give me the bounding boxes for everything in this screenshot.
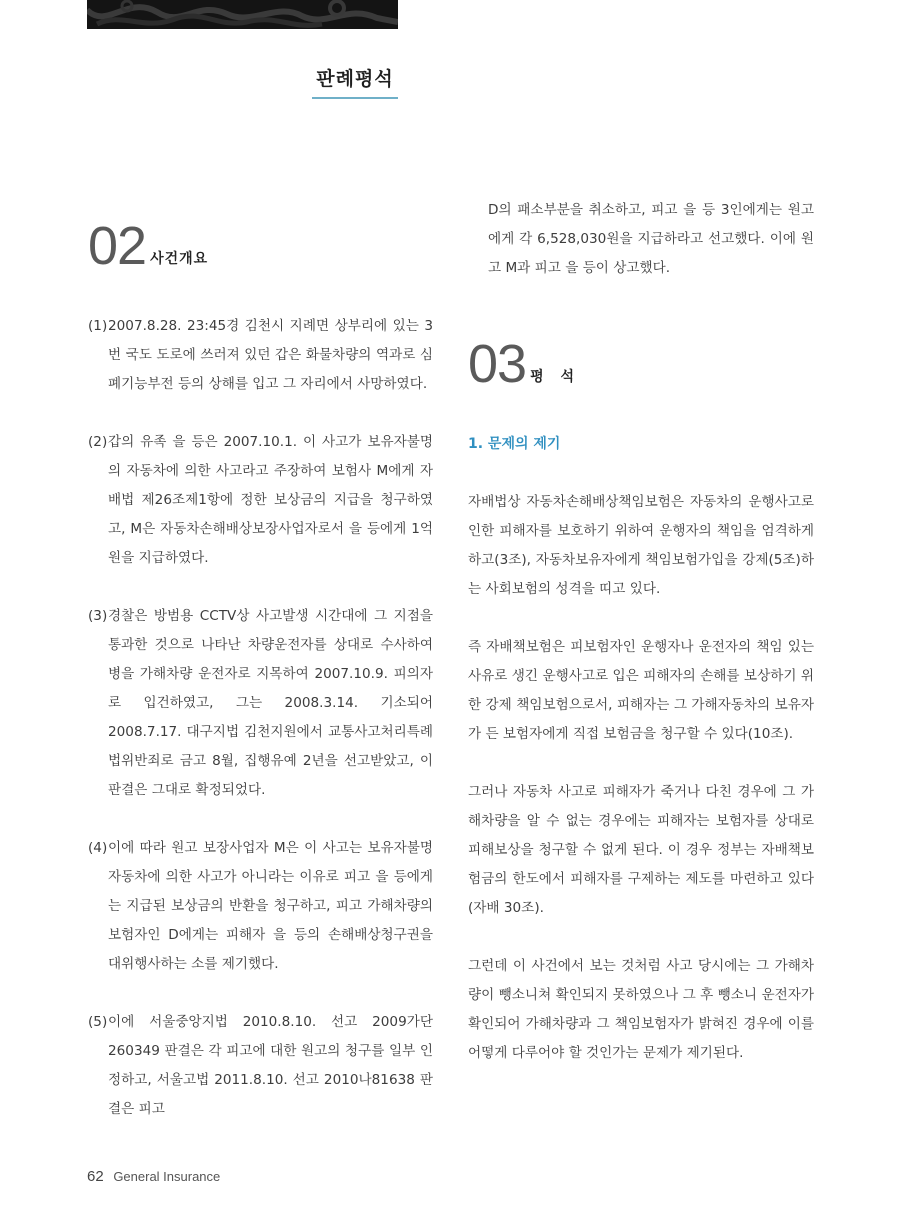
header-banner	[87, 0, 398, 29]
page-title: 판례평석	[312, 64, 398, 99]
case-item-4	[88, 834, 433, 979]
page-number: 62	[87, 1168, 104, 1185]
left-column	[88, 312, 433, 1124]
subheading: 1. 문제의 제기	[468, 436, 561, 452]
case-item-1	[88, 312, 433, 399]
case-item-text: 이에 서울중앙지법 2010.8.10. 선고 2009가단260349 판결은 각 피고에 대한 원고의 청구를 일부 인정하고, 서울고법 2011.8.10. 선고 2010나81638 판결은 피고	[108, 1014, 433, 1117]
analysis-paragraph-3: 그러나 자동차 사고로 피해자가 죽거나 다친 경우에 그 가해차량을 알 수 없는 경우에는 피해자는 보험자를 상대로 피해보상을 청구할 수 없게 된다. 이 경우 정부는 자배책보험금의 한도에서 피해자를 구제하는 제도를 마련하고 있다(자배 30조).	[468, 784, 814, 916]
case-item-number: (1)	[88, 318, 108, 334]
analysis-paragraph-2: 즉 자배책보험은 피보험자인 운행자나 운전자의 책임 있는 사유로 생긴 운행사고로 입은 피해자의 손해를 보상하기 위한 강제 책임보험으로서, 피해자는 그 가해자동차의 보유자가 든 보험자에게 직접 보험금을 청구할 수 있다(10조).	[468, 639, 814, 742]
page-footer	[87, 1168, 220, 1185]
case-item-3	[88, 602, 433, 805]
case-item-text: 갑의 유족 을 등은 2007.10.1. 이 사고가 보유자불명의 자동차에 의한 사고라고 주장하여 보험사 M에게 자배법 제26조제1항에 정한 보상금의 지급을 청구하였고, M은 자동차손해배상보장사업자로서 을 등에게 1억원을 지급하였다.	[108, 434, 433, 566]
section-03-heading	[468, 334, 581, 394]
banner-pattern	[87, 0, 398, 29]
analysis-paragraph-4: 그런데 이 사건에서 보는 것처럼 사고 당시에는 그 가해차량이 뺑소니쳐 확인되지 못하였으나 그 후 뺑소니 운전자가 확인되어 가해차량과 그 책임보험자가 밝혀진 경우에 이를 어떻게 다루어야 할 것인가는 문제가 제기된다.	[468, 958, 814, 1061]
section-02-number: 02	[88, 216, 147, 276]
case-item-number: (2)	[88, 434, 108, 450]
section-02-title: 사건개요	[150, 251, 209, 267]
case-item-5	[88, 1008, 433, 1124]
section-03-number: 03	[468, 334, 527, 394]
section-03-title: 평 석	[530, 369, 581, 385]
section-02-heading	[88, 216, 209, 276]
case-item-text: 이에 따라 원고 보장사업자 M은 이 사고는 보유자불명 자동차에 의한 사고가 아니라는 이유로 피고 을 등에게는 지급된 보상금의 반환을 청구하고, 피고 가해차량의 보험자인 D에게는 피해자 을 등의 손해배상청구권을 대위행사하는 소를 제기했다.	[108, 840, 433, 972]
publication-name: General Insurance	[113, 1169, 221, 1184]
case-item-text: 경찰은 방범용 CCTV상 사고발생 시간대에 그 지점을 통과한 것으로 나타난 차량운전자를 상대로 수사하여 병을 가해차량 운전자로 지목하여 2007.10.9. 피의자로 입건하였고, 그는 2008.3.14. 기소되어 2008.7.17. 대구지법 김천지원에서 교통사고처리특례법위반죄로 금고 8월, 집행유예 2년을 선고받았고, 이 판결은 그대로 확정되었다.	[108, 608, 433, 798]
right-column-continuation	[488, 196, 814, 283]
case-item-2	[88, 428, 433, 573]
analysis-paragraph-1: 자배법상 자동차손해배상책임보험은 자동차의 운행사고로 인한 피해자를 보호하기 위하여 운행자의 책임을 엄격하게 하고(3조), 자동차보유자에게 책임보험가입을 강제(5조)하는 사회보험의 성격을 띠고 있다.	[468, 494, 814, 597]
case-item-number: (5)	[88, 1014, 108, 1030]
right-column-body	[468, 430, 814, 1068]
continuation-paragraph: D의 패소부분을 취소하고, 피고 을 등 3인에게는 원고에게 각 6,528,030원을 지급하라고 선고했다. 이에 원고 M과 피고 을 등이 상고했다.	[488, 202, 814, 276]
case-item-number: (3)	[88, 608, 108, 624]
case-item-number: (4)	[88, 840, 108, 856]
case-item-text: 2007.8.28. 23:45경 김천시 지례면 상부리에 있는 3번 국도 도로에 쓰러져 있던 갑은 화물차량의 역과로 심폐기능부전 등의 상해를 입고 그 자리에서 사망하였다.	[108, 318, 433, 392]
